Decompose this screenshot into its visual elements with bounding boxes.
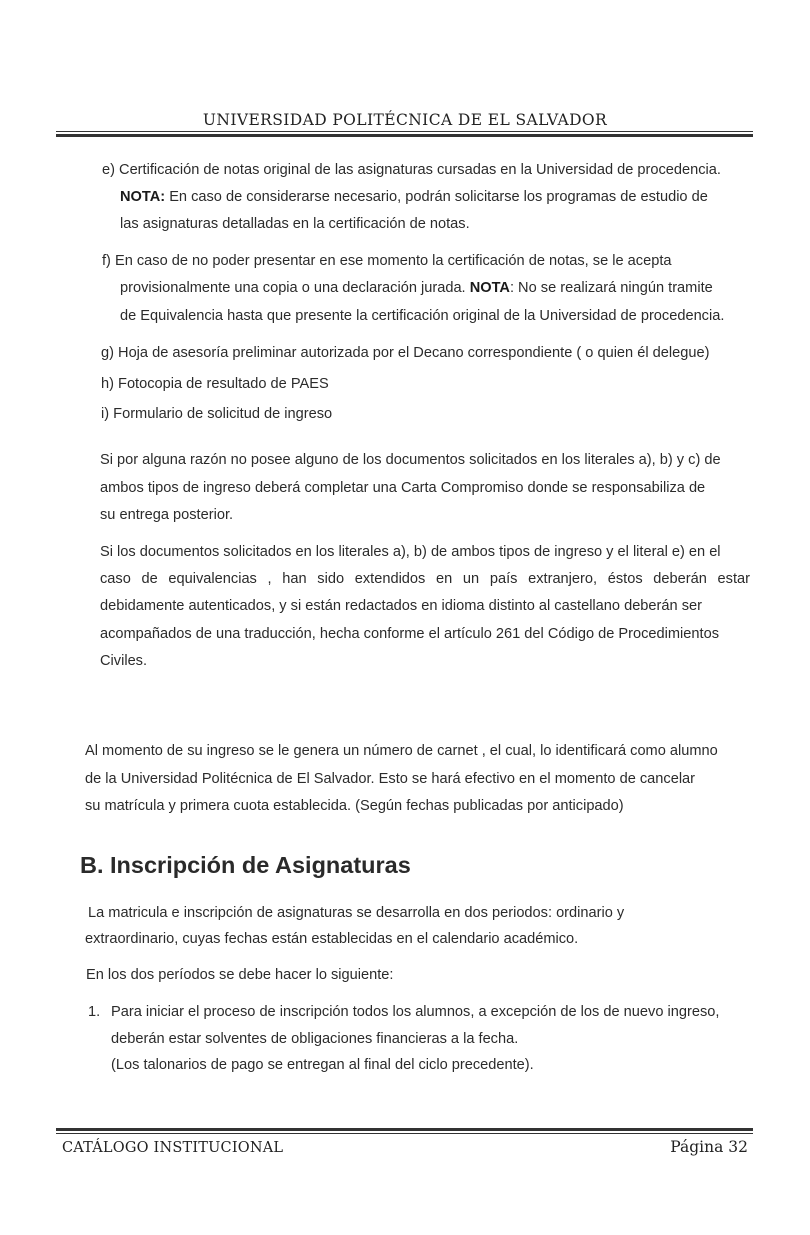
paragraph-3-line-1: Al momento de su ingreso se le genera un número de carnet , el cual, lo identificará como alumno [85, 743, 718, 759]
footer-page-number: Página 32 [670, 1138, 748, 1156]
section-heading: B. Inscripción de Asignaturas [80, 852, 411, 878]
footer-catalog-label: CATÁLOGO INSTITUCIONAL [62, 1140, 284, 1156]
paragraph-1-line-3: su entrega posterior. [100, 507, 234, 523]
list-item-1-line-1: Para iniciar el proceso de inscripción todos los alumnos, a excepción de los de nuevo ingreso, [111, 1004, 720, 1020]
paragraph-2-line-2: caso de equivalencias , han sido extendidos en un país extranjero, éstos deberán estar [100, 571, 750, 587]
list-item-1-number: 1. [88, 1004, 101, 1020]
item-f-line-3: de Equivalencia hasta que presente la certificación original de la Universidad de procedencia. [120, 308, 725, 324]
paragraph-2-line-5: Civiles. [100, 653, 148, 669]
item-e-line-1: e) Certificación de notas original de las asignaturas cursadas en la Universidad de procedencia. [102, 162, 721, 178]
item-e-note-text: En caso de considerarse necesario, podrán solicitarse los programas de estudio de [169, 189, 708, 205]
item-e-line-3: las asignaturas detalladas en la certificación de notas. [120, 216, 470, 232]
header-rule-thin [56, 131, 753, 132]
section-b-intro-line-2: extraordinario, cuyas fechas están establecidas en el calendario académico. [85, 931, 579, 947]
paragraph-1-line-2: ambos tipos de ingreso deberá completar una Carta Compromiso donde se responsabiliza de [100, 480, 706, 496]
item-f-line-2 [120, 279, 713, 297]
list-item-1-line-3: (Los talonarios de pago se entregan al final del ciclo precedente). [111, 1057, 534, 1073]
list-item-1-line-2: deberán estar solventes de obligaciones financieras a la fecha. [111, 1031, 519, 1047]
item-g: g) Hoja de asesoría preliminar autorizada por el Decano correspondiente ( o quien él delegue) [101, 345, 710, 361]
item-f-note-label: NOTA [469, 280, 510, 296]
item-e-line-2 [120, 188, 708, 206]
paragraph-3-line-3: su matrícula y primera cuota establecida. (Según fechas publicadas por anticipado) [85, 798, 624, 814]
paragraph-2-line-4: acompañados de una traducción, hecha conforme el artículo 261 del Código de Procedimientos [100, 626, 720, 642]
paragraph-2-line-3: debidamente autenticados, y si están redactados en idioma distinto al castellano deberán ser [100, 598, 702, 614]
item-h: h) Fotocopia de resultado de PAES [101, 376, 329, 392]
paragraph-2-line-1: Si los documentos solicitados en los literales a), b) de ambos tipos de ingreso y el literal e) en el [100, 544, 721, 560]
footer-rule-thick [56, 1128, 753, 1131]
section-b-periods-line: En los dos períodos se debe hacer lo siguiente: [86, 967, 394, 983]
paragraph-3-line-2: de la Universidad Politécnica de El Salvador. Esto se hará efectivo en el momento de cancelar [85, 771, 696, 787]
item-f-line-2-before: provisionalmente una copia o una declaración jurada. [120, 280, 466, 296]
header-rule-thick [56, 134, 753, 137]
item-e-note-label: NOTA: [120, 189, 166, 205]
paragraph-1-line-1: Si por alguna razón no posee alguno de los documentos solicitados en los literales a), b) y c) de [100, 452, 721, 468]
item-f-line-1: f) En caso de no poder presentar en ese momento la certificación de notas, se le acepta [102, 253, 672, 269]
section-b-intro-line-1: La matricula e inscripción de asignaturas se desarrolla en dos periodos: ordinario y [88, 905, 625, 921]
footer-rule-thin [56, 1133, 753, 1134]
page-header-title: UNIVERSIDAD POLITÉCNICA DE EL SALVADOR [202, 111, 608, 129]
item-f-line-2-after: : No se realizará ningún tramite [509, 280, 713, 296]
item-i: i) Formulario de solicitud de ingreso [101, 406, 333, 422]
